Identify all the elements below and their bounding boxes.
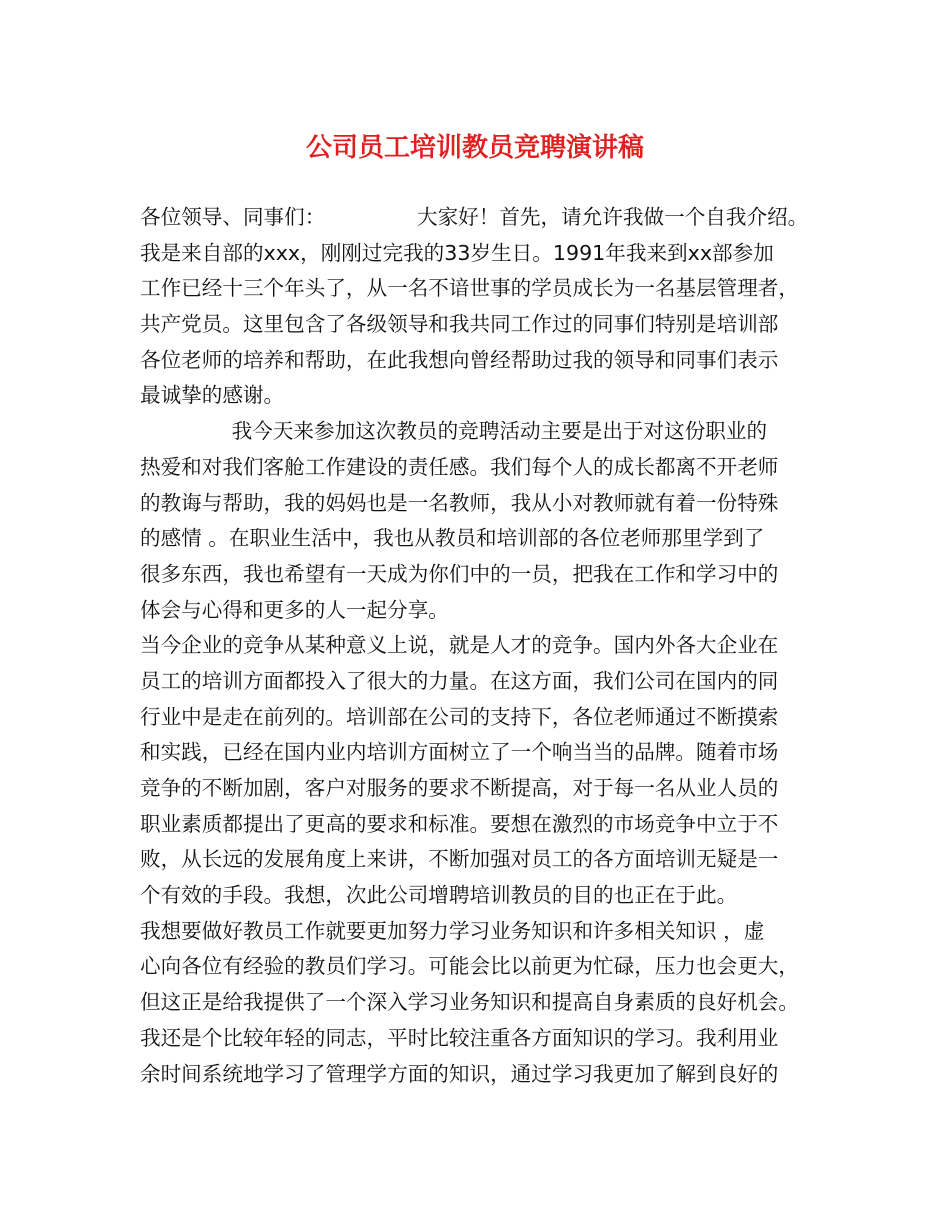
text-line: 个有效的手段。我想，次此公司增聘培训教员的目的也正在于此。 bbox=[140, 883, 738, 908]
text-line: 共产党员。这里包含了各级领导和我共同工作过的同事们特别是培训部 bbox=[140, 312, 779, 337]
document-body bbox=[140, 200, 830, 1092]
text-line: 热爱和对我们客舱工作建设的责任感。我们每个人的成长都离不开老师 bbox=[140, 454, 779, 479]
text-line: 的教诲与帮助，我的妈妈也是一名教师，我从小对教师就有着一份特殊 bbox=[140, 490, 779, 515]
text-line: 和实践，已经在国内业内培训方面树立了一个响当当的品牌。随着市场 bbox=[140, 740, 779, 765]
document-title: 公司员工培训教员竞聘演讲稿 bbox=[305, 133, 644, 163]
text-line: 体会与心得和更多的人一起分享。 bbox=[140, 597, 449, 622]
text-line: 工作已经十三个年头了，从一名不谙世事的学员成长为一名基层管理者， bbox=[140, 276, 799, 301]
text-line: 各位领导、同事们： 大家好！首先，请允许我做一个自我介绍。 bbox=[140, 205, 809, 229]
text-line: 当今企业的竞争从某种意义上说，就是人才的竞争。国内外各大企业在 bbox=[140, 633, 779, 658]
text-line: 但这正是给我提供了一个深入学习业务知识和提高自身素质的良好机会。 bbox=[140, 990, 799, 1015]
text-line: 我还是个比较年轻的同志，平时比较注重各方面知识的学习。我利用业 bbox=[140, 1025, 779, 1050]
text-line: 败，从长远的发展角度上来讲，不断加强对员工的各方面培训无疑是一 bbox=[140, 847, 779, 872]
text-line: 我是来自部的xxx，刚刚过完我的33岁生日。1991年我来到xx部参加 bbox=[140, 240, 774, 265]
text-line: 各位老师的培养和帮助，在此我想向曾经帮助过我的领导和同事们表示 bbox=[140, 347, 779, 372]
text-line: 最诚挚的感谢。 bbox=[140, 383, 285, 408]
text-line: 竞争的不断加剧，客户对服务的要求不断提高，对于每一名从业人员的 bbox=[140, 776, 779, 800]
text-line: 心向各位有经验的教员们学习。可能会比以前更为忙碌，压力也会更大， bbox=[140, 954, 799, 979]
text-line: 职业素质都提出了更高的要求和标准。要想在激烈的市场竞争中立于不 bbox=[140, 811, 779, 836]
text-line: 的感情 。在职业生活中，我也从教员和培训部的各位老师那里学到了 bbox=[140, 526, 765, 551]
text-line: 行业中是走在前列的。培训部在公司的支持下，各位老师通过不断摸索 bbox=[140, 704, 779, 729]
text-line: 我今天来参加这次教员的竞聘活动主要是出于对这份职业的 bbox=[140, 419, 768, 444]
text-line: 很多东西，我也希望有一天成为你们中的一员，把我在工作和学习中的 bbox=[140, 561, 779, 586]
text-line: 员工的培训方面都投入了很大的力量。在这方面，我们公司在国内的同 bbox=[140, 668, 779, 693]
text-line: 我想要做好教员工作就要更加努力学习业务知识和许多相关知识 ，虚 bbox=[140, 918, 765, 943]
text-line: 余时间系统地学习了管理学方面的知识，通过学习我更加了解到良好的 bbox=[140, 1061, 779, 1086]
